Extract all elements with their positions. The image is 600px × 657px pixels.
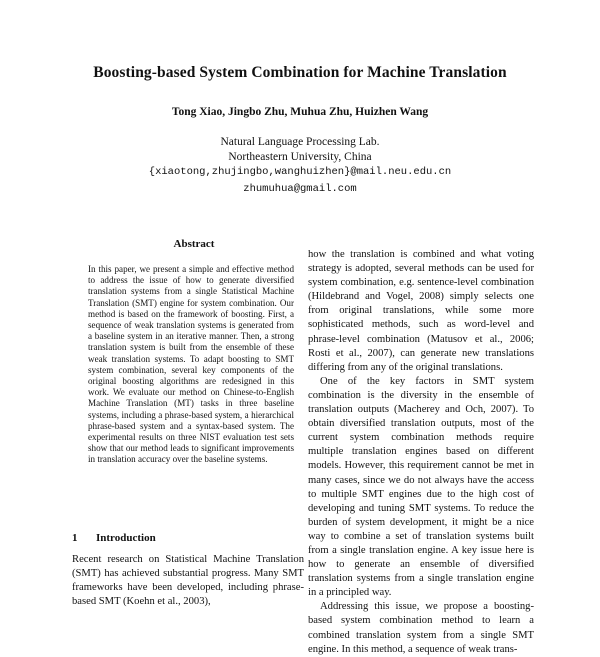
section-number: 1 (72, 532, 78, 544)
introduction-body (72, 553, 304, 609)
affiliation-university: Northeastern University, China (228, 151, 372, 163)
author-email-secondary: zhumuhua@gmail.com (243, 183, 357, 195)
right-paragraph-1: how the translation is combined and what voting strategy is adopted, several methods can be used for system combination, e.g. sentence-level combination (Hildebrand and Vogel, 2008) simply selects one from original translations, while some more sophisticated methods, such as word-level and phrase-level combination (Matusov et al., 2006; Rosti et al., 2007), can generate new translations differing from any of the original translations. (308, 249, 534, 373)
author-emails: {xiaotong,zhujingbo,wanghuizhen}@mail.neu.edu.cn (148, 166, 452, 178)
section-heading-introduction (72, 532, 302, 544)
right-paragraph-3: Addressing this issue, we propose a boosting-based system combination method to learn a combined translation system from a single SMT engine. In this method, a sequence of weak trans- (308, 601, 534, 655)
paper-title: Boosting-based System Combination for Machine Translation (93, 64, 507, 81)
right-column (308, 248, 534, 657)
right-paragraph-2: One of the key factors in SMT system combination is the diversity in the ensemble of translation outputs (Macherey and Och, 2007). To obtain diversified translation outputs, most of the current system combination methods require multiple translation engines based on different models. However, this requirement cannot be met in many cases, since we do not always have the access to multiple SMT engines due to the high cost of developing and tuning SMT systems. To reduce the burden of system development, it might be a nice way to combine a set of translation systems built from a single translation engine. A key issue here is how to generate an ensemble of diversified translation systems from a single translation engine in a principled way. (308, 375, 534, 599)
section-title: Introduction (96, 532, 156, 544)
author-list: Tong Xiao, Jingbo Zhu, Muhua Zhu, Huizhen Wang (171, 106, 429, 118)
abstract-heading: Abstract (173, 238, 215, 250)
affiliation-lab: Natural Language Processing Lab. (220, 136, 380, 148)
abstract-text: In this paper, we present a simple and effective method to address the issue of how to generate diversified translation systems from a single Statistical Machine Translation (SMT) engine for system combination. Our method is based on the framework of boosting. First, a sequence of weak translation systems is generated from a baseline system in an iterative manner. Then, a strong translation system is built from the ensemble of these weak translation systems. To adapt boosting to SMT system combination, several key components of the original boosting algorithms are redesigned in this work. We evaluate our method on Chinese-to-English Machine Translation (MT) tasks in three baseline systems, including a phrase-based system, a hierarchical phrase-based system and a syntax-based system. The experimental results on three NIST evaluation test sets show that our method leads to significant improvements in translation accuracy over the baseline systems. (88, 264, 294, 465)
abstract-body (88, 264, 294, 466)
introduction-text: Recent research on Statistical Machine Translation (SMT) has achieved substantial progress. Many SMT frameworks have been developed, including phrase-based SMT (Koehn et al., 2003), (72, 554, 304, 608)
